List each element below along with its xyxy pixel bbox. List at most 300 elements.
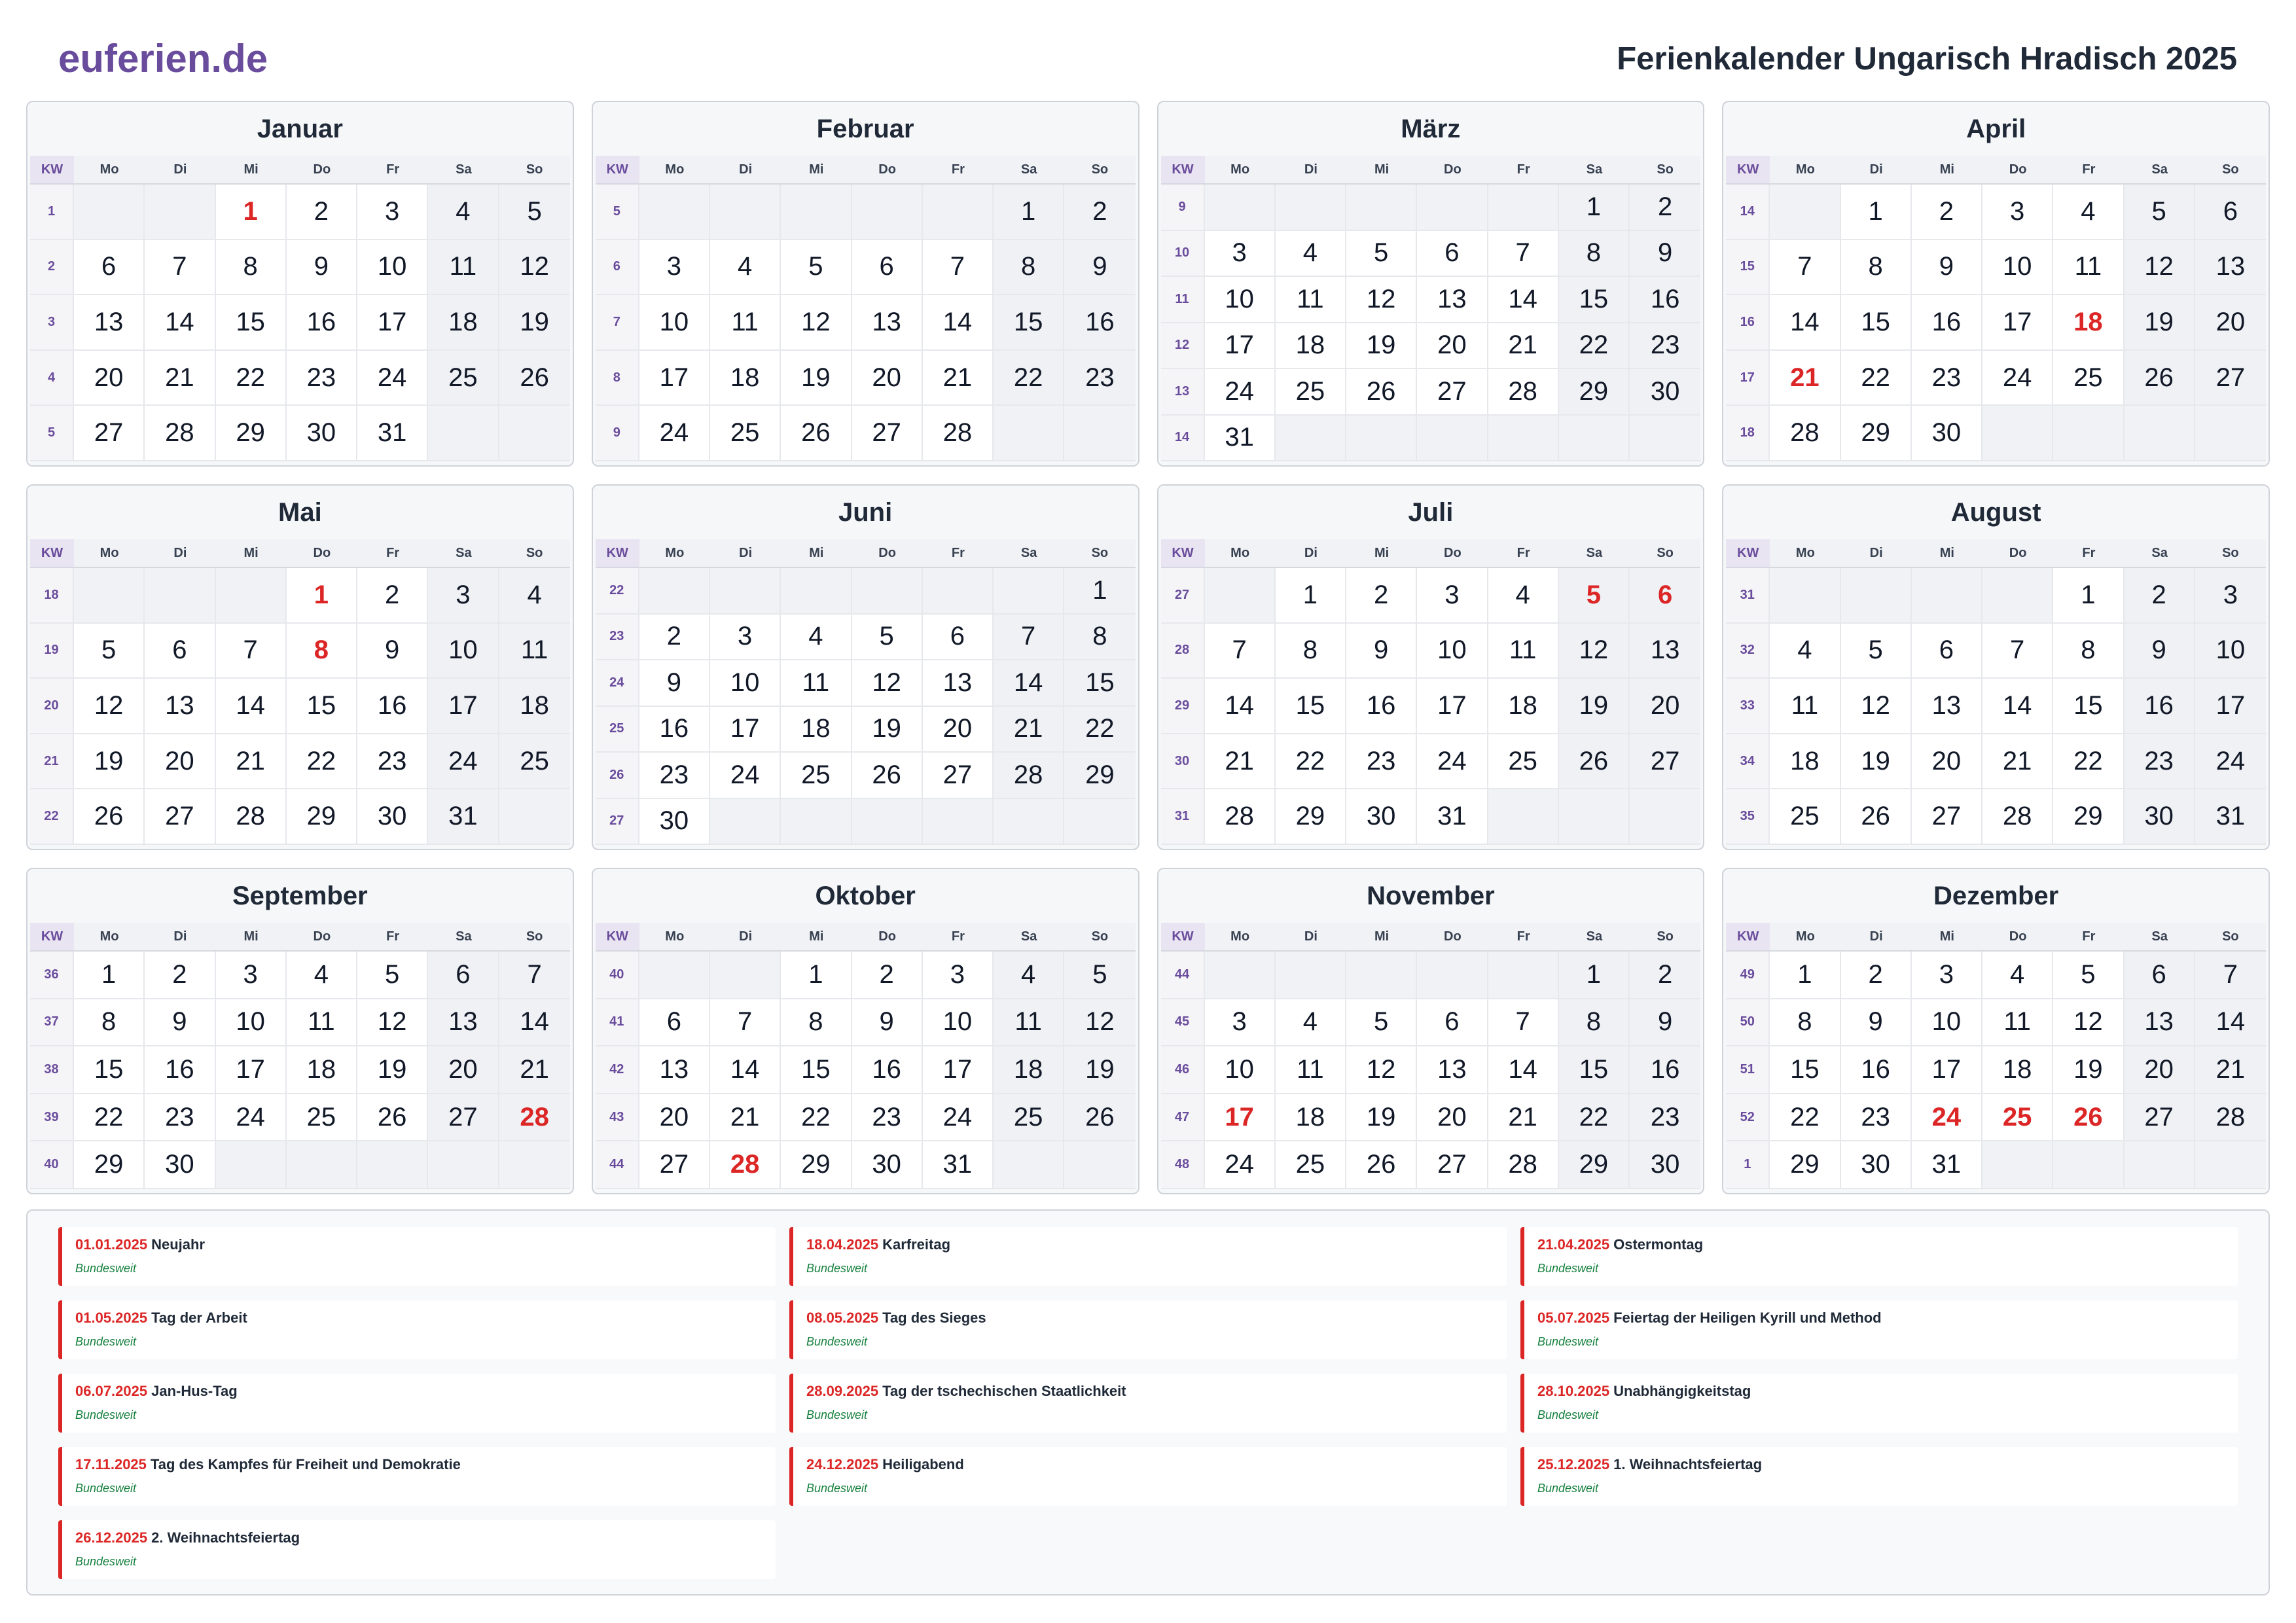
day-cell: 30 [2125,789,2195,845]
week-row [596,351,1136,406]
week-number: 17 [1726,351,1770,406]
day-cell: 28 [1488,1141,1559,1189]
day-cell: 29 [287,789,357,845]
weekday-label: Fr [386,929,400,944]
day-cell: 10 [710,660,781,707]
day-cell: 7 [216,624,287,679]
empty-day-cell [74,185,145,240]
day-cell: 12 [1346,1046,1417,1094]
day-cell: 12 [781,295,852,351]
week-row [1726,1141,2266,1189]
week-number: 30 [1161,734,1205,790]
empty-day-cell [2125,406,2195,461]
day-cell: 25 [499,734,570,790]
week-row [596,406,1136,461]
weekday-label: Mo [1230,929,1250,944]
week-row [596,753,1136,799]
day-cell: 4 [1276,999,1346,1047]
day-cell: 8 [2053,624,2124,679]
day-cell: 10 [216,999,287,1047]
weekday-label: Fr [951,162,965,177]
day-cell: 19 [499,295,570,351]
day-cell: 4 [994,952,1064,999]
day-cell: 15 [994,295,1064,351]
day-cell: 4 [2053,185,2124,240]
holiday-name: Jan-Hus-Tag [151,1383,238,1399]
weekday-label: Sa [456,545,472,560]
day-cell: 27 [2195,351,2266,406]
holiday-region: Bundesweit [1537,1262,1599,1275]
day-cell: 16 [639,707,710,753]
day-cell: 1 [74,952,145,999]
week-number: 38 [30,1046,74,1094]
week-number: 39 [30,1094,74,1142]
holiday-item [1520,1374,2238,1433]
weekday-label: So [2222,545,2239,560]
week-row [1161,999,1701,1047]
day-cell: 6 [1417,999,1488,1047]
month-title: April [1966,115,2026,143]
weekday-label: Fr [1516,162,1530,177]
week-row [1161,1094,1701,1142]
weekday-label: Mo [665,162,685,177]
day-cell: 20 [852,351,923,406]
week-number: 10 [1161,231,1205,277]
weekday-label: Mo [99,545,119,560]
holiday-day-cell: 1 [216,185,287,240]
day-cell: 22 [1559,323,1630,370]
day-cell: 13 [1630,624,1700,679]
day-cell: 25 [781,753,852,799]
empty-day-cell [1488,416,1559,462]
day-cell: 3 [639,240,710,296]
empty-day-cell [1841,568,1912,624]
week-number: 35 [1726,789,1770,845]
day-cell: 25 [1276,1141,1346,1189]
holiday-date: 01.01.2025 [75,1236,148,1253]
day-cell: 26 [1346,1141,1417,1189]
day-cell: 17 [1912,1046,1982,1094]
day-cell: 26 [781,406,852,461]
day-cell: 28 [1982,789,2053,845]
day-cell: 30 [639,799,710,846]
week-row [1726,1046,2266,1094]
day-cell: 24 [710,753,781,799]
weekday-label: Sa [1020,162,1037,177]
day-cell: 11 [710,295,781,351]
day-cell: 20 [923,707,994,753]
day-cell: 4 [499,568,570,624]
weekday-label: Mi [1939,162,1954,177]
weekday-label: Mo [665,545,685,560]
day-cell: 15 [1559,277,1630,323]
day-cell: 7 [1770,240,1840,296]
weekday-label: Mo [1795,545,1815,560]
empty-day-cell [1276,416,1346,462]
week-number: 52 [1726,1094,1770,1142]
weekday-label: Do [313,545,331,560]
week-number: 21 [30,734,74,790]
week-number: 36 [30,952,74,999]
weekday-label: Do [1444,162,1462,177]
empty-day-cell [428,406,499,461]
weekday-label: Di [173,162,187,177]
day-cell: 22 [1841,351,1912,406]
weekday-label: Mi [809,162,824,177]
month-card-september [26,868,574,1194]
day-cell: 16 [1841,1046,1912,1094]
week-number: 11 [1161,277,1205,323]
day-cell: 25 [994,1094,1064,1142]
day-cell: 6 [2125,952,2195,999]
week-number-header: KW [1726,539,1770,567]
day-cell: 8 [216,240,287,296]
day-cell: 13 [1417,1046,1488,1094]
empty-day-cell [1417,952,1488,999]
week-number: 40 [30,1141,74,1189]
empty-day-cell [923,185,994,240]
day-cell: 2 [1912,185,1982,240]
month-title: November [1367,882,1495,910]
holiday-region: Bundesweit [806,1262,868,1275]
day-cell: 4 [287,952,357,999]
day-cell: 2 [639,615,710,661]
week-row [1161,369,1701,416]
week-number: 34 [1726,734,1770,790]
day-cell: 14 [499,999,570,1047]
holiday-line [806,1308,1507,1328]
weekday-label: Mo [665,929,685,944]
day-cell: 26 [2125,351,2195,406]
day-cell: 18 [710,351,781,406]
day-cell: 15 [1770,1046,1840,1094]
day-cell: 10 [639,295,710,351]
site-logo-link[interactable]: euferien.de [58,37,268,80]
day-cell: 17 [216,1046,287,1094]
week-row [30,999,570,1047]
empty-day-cell [428,1141,499,1189]
empty-day-cell [499,406,570,461]
empty-day-cell [781,568,852,615]
day-cell: 9 [639,660,710,707]
day-cell: 17 [2195,679,2266,734]
day-cell: 18 [1982,1046,2053,1094]
day-cell: 23 [1346,734,1417,790]
day-cell: 27 [852,406,923,461]
day-cell: 6 [923,615,994,661]
day-cell: 20 [428,1046,499,1094]
empty-day-cell [357,1141,428,1189]
week-number-header: KW [596,539,639,567]
empty-day-cell [781,185,852,240]
weekday-label: Mi [243,162,259,177]
day-cell: 30 [852,1141,923,1189]
day-cell: 3 [1982,185,2053,240]
day-cell: 3 [2195,568,2266,624]
day-cell: 2 [1064,185,1135,240]
day-cell: 2 [357,568,428,624]
day-cell: 28 [216,789,287,845]
holiday-name: Tag des Sieges [882,1310,986,1326]
day-cell: 11 [287,999,357,1047]
holiday-item [58,1374,776,1433]
day-cell: 27 [145,789,215,845]
day-cell: 1 [1064,568,1135,615]
holiday-line [1537,1382,2238,1401]
day-cell: 19 [2125,295,2195,351]
holiday-day-cell: 28 [499,1094,570,1142]
week-row [30,679,570,734]
weekday-label: Di [739,929,753,944]
week-row [30,568,570,624]
holiday-item [58,1447,776,1506]
empty-day-cell [923,568,994,615]
holiday-region: Bundesweit [75,1408,137,1421]
day-cell: 27 [74,406,145,461]
holiday-date: 28.10.2025 [1537,1383,1610,1399]
holiday-date: 05.07.2025 [1537,1310,1610,1326]
day-cell: 2 [2125,568,2195,624]
month-card-august [1722,484,2270,850]
week-number: 22 [596,568,639,615]
weekday-header-row [596,539,1136,568]
day-cell: 14 [216,679,287,734]
day-cell: 26 [1841,789,1912,845]
empty-day-cell [1982,406,2053,461]
week-number-header: KW [1161,539,1205,567]
week-list [30,952,570,1189]
week-number: 26 [596,753,639,799]
day-cell: 17 [357,295,428,351]
holiday-name: Unabhängigkeitstag [1613,1383,1751,1399]
weekday-header-row [30,539,570,568]
week-row [596,185,1136,240]
day-cell: 27 [923,753,994,799]
week-row [1726,789,2266,845]
empty-day-cell [639,568,710,615]
day-cell: 29 [1064,753,1135,799]
day-cell: 2 [1630,185,1700,231]
day-cell: 4 [1982,952,2053,999]
holiday-item [789,1227,1507,1286]
day-cell: 22 [287,734,357,790]
weekday-label: So [1657,545,1674,560]
day-cell: 30 [287,406,357,461]
day-cell: 15 [781,1046,852,1094]
week-row [1726,679,2266,734]
week-number: 51 [1726,1046,1770,1094]
day-cell: 24 [1205,1141,1276,1189]
week-number: 44 [596,1141,639,1189]
day-cell: 12 [74,679,145,734]
day-cell: 26 [1064,1094,1135,1142]
day-cell: 21 [216,734,287,790]
day-cell: 26 [1346,369,1417,416]
week-number: 12 [1161,323,1205,370]
day-cell: 25 [710,406,781,461]
holiday-day-cell: 24 [1912,1094,1982,1142]
holiday-line [1537,1455,2238,1474]
empty-day-cell [1205,185,1276,231]
day-cell: 4 [781,615,852,661]
day-cell: 9 [1064,240,1135,296]
day-cell: 24 [1205,369,1276,416]
day-cell: 18 [1276,1094,1346,1142]
day-cell: 23 [852,1094,923,1142]
day-cell: 5 [1841,624,1912,679]
holiday-day-cell: 5 [1559,568,1630,624]
day-cell: 27 [1417,1141,1488,1189]
holiday-day-cell: 1 [287,568,357,624]
day-cell: 13 [2125,999,2195,1047]
day-cell: 14 [1488,1046,1559,1094]
weekday-header-row [1726,539,2266,568]
week-row [1726,999,2266,1047]
holiday-region: Bundesweit [75,1482,137,1495]
week-row [1161,185,1701,231]
day-cell: 28 [1205,789,1276,845]
holiday-region: Bundesweit [806,1335,868,1348]
day-cell: 20 [1630,679,1700,734]
empty-day-cell [1630,789,1700,845]
day-cell: 12 [1346,277,1417,323]
week-row [1161,734,1701,790]
day-cell: 17 [1982,295,2053,351]
day-cell: 9 [145,999,215,1047]
week-number: 24 [596,660,639,707]
empty-day-cell [2195,1141,2266,1189]
day-cell: 13 [74,295,145,351]
holiday-name: Tag der tschechischen Staatlichkeit [882,1383,1126,1399]
day-cell: 22 [216,351,287,406]
day-cell: 18 [287,1046,357,1094]
week-row [596,660,1136,707]
day-cell: 11 [1488,624,1559,679]
week-row [1726,240,2266,296]
week-number: 47 [1161,1094,1205,1142]
weekday-header-row [1161,923,1701,952]
week-row [1726,406,2266,461]
weekday-label: Fr [2082,545,2096,560]
empty-day-cell [287,1141,357,1189]
weekday-label: Di [1869,545,1883,560]
week-row [1161,416,1701,462]
week-number-header: KW [1161,923,1205,950]
empty-day-cell [2195,406,2266,461]
holiday-name: 2. Weihnachtsfeiertag [151,1529,300,1546]
day-cell: 12 [1841,679,1912,734]
day-cell: 5 [2125,185,2195,240]
empty-day-cell [1770,568,1840,624]
empty-day-cell [639,185,710,240]
day-cell: 23 [287,351,357,406]
day-cell: 7 [1205,624,1276,679]
month-card-november [1157,868,1705,1194]
day-cell: 16 [2125,679,2195,734]
week-number: 32 [1726,624,1770,679]
day-cell: 11 [1276,1046,1346,1094]
day-cell: 19 [357,1046,428,1094]
day-cell: 3 [710,615,781,661]
day-cell: 28 [923,406,994,461]
day-cell: 23 [2125,734,2195,790]
day-cell: 24 [2195,734,2266,790]
week-number-header: KW [30,156,74,183]
day-cell: 5 [1346,999,1417,1047]
week-number: 27 [1161,568,1205,624]
day-cell: 24 [639,406,710,461]
week-number-header: KW [1161,156,1205,183]
day-cell: 15 [2053,679,2124,734]
day-cell: 11 [1982,999,2053,1047]
day-cell: 11 [781,660,852,707]
weekday-label: Sa [1020,929,1037,944]
day-cell: 14 [994,660,1064,707]
day-cell: 22 [994,351,1064,406]
day-cell: 29 [1841,406,1912,461]
weekday-label: Di [1869,162,1883,177]
day-cell: 14 [1488,277,1559,323]
weekday-label: So [1091,929,1109,944]
day-cell: 12 [357,999,428,1047]
week-row [1726,295,2266,351]
week-row [1161,231,1701,277]
weekday-label: Sa [1586,929,1603,944]
day-cell: 6 [74,240,145,296]
day-cell: 28 [145,406,215,461]
week-number: 14 [1726,185,1770,240]
empty-day-cell [216,568,287,624]
day-cell: 2 [1841,952,1912,999]
day-cell: 24 [428,734,499,790]
empty-day-cell [1064,406,1135,461]
day-cell: 20 [639,1094,710,1142]
empty-day-cell [994,406,1064,461]
day-cell: 9 [1912,240,1982,296]
day-cell: 22 [781,1094,852,1142]
weekday-label: Fr [951,929,965,944]
weekday-label: Do [1444,545,1462,560]
day-cell: 4 [1488,568,1559,624]
weekday-label: Mo [1795,162,1815,177]
day-cell: 9 [1346,624,1417,679]
day-cell: 18 [781,707,852,753]
day-cell: 19 [74,734,145,790]
empty-day-cell [1205,568,1276,624]
week-list [1726,568,2266,845]
day-cell: 13 [852,295,923,351]
weekday-label: Mi [1939,929,1954,944]
empty-day-cell [923,799,994,846]
day-cell: 31 [428,789,499,845]
week-list [1161,952,1701,1189]
weekday-label: Di [1869,929,1883,944]
day-cell: 23 [1630,1094,1700,1142]
day-cell: 12 [852,660,923,707]
day-cell: 23 [357,734,428,790]
week-row [30,1046,570,1094]
day-cell: 2 [852,952,923,999]
day-cell: 8 [781,999,852,1047]
day-cell: 22 [1064,707,1135,753]
empty-day-cell [1630,416,1700,462]
weekday-label: Do [2009,162,2027,177]
day-cell: 17 [639,351,710,406]
day-cell: 21 [145,351,215,406]
empty-day-cell [145,185,215,240]
day-cell: 14 [923,295,994,351]
day-cell: 29 [1770,1141,1840,1189]
